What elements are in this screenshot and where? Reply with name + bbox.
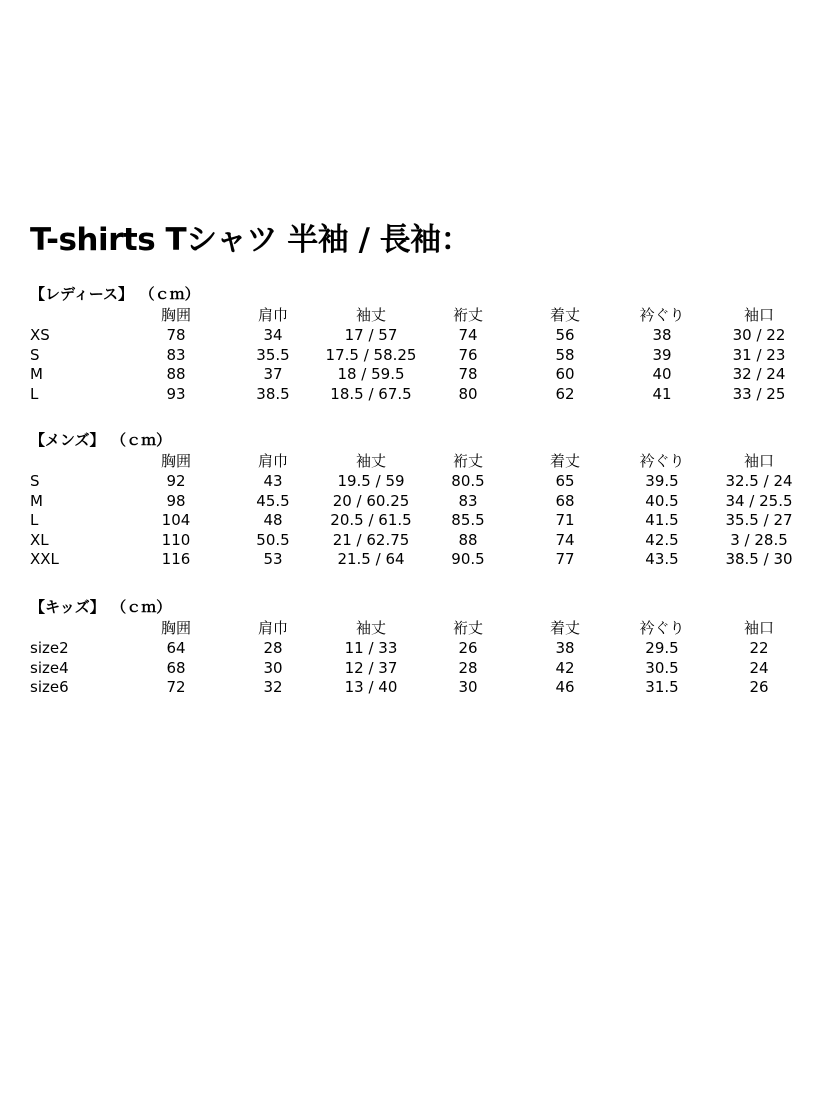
- table-row: [30, 472, 820, 492]
- table-cell: 88: [458, 530, 478, 549]
- column-header: 胸囲: [160, 619, 191, 637]
- table-cell: 48: [263, 511, 283, 530]
- size-label: XL: [30, 530, 49, 549]
- table-cell: 32.5 / 24: [725, 472, 793, 490]
- table-row: [30, 678, 820, 698]
- table-cell: 74: [555, 530, 575, 549]
- column-header: 着丈: [549, 306, 580, 324]
- table-cell: 18 / 59.5: [337, 365, 405, 384]
- table-cell: 39: [652, 345, 672, 364]
- table-cell: 33 / 25: [732, 384, 786, 401]
- table-row: [30, 531, 820, 551]
- table-cell: 17 / 57: [344, 326, 398, 344]
- section-heading: [30, 283, 820, 305]
- table-cell: 92: [166, 472, 186, 490]
- table-cell: 41: [652, 384, 672, 401]
- table-cell: 116: [161, 550, 191, 569]
- table-cell: 20 / 60.25: [332, 491, 410, 510]
- section-title: 【キッズ】: [30, 598, 105, 616]
- table-cell: 26: [749, 678, 769, 697]
- table-cell: 45.5: [256, 491, 290, 510]
- table-cell: 21 / 62.75: [332, 530, 410, 549]
- table-cell: 20.5 / 61.5: [330, 511, 412, 530]
- unit-label: （ｃｍ）: [147, 285, 200, 303]
- table-cell: 29.5: [645, 639, 679, 657]
- column-header: 袖丈: [355, 306, 386, 324]
- table-row: [30, 326, 820, 346]
- column-header-row: [30, 618, 820, 639]
- section-heading: [30, 596, 820, 618]
- column-header: 胸囲: [160, 306, 191, 324]
- table-cell: 62: [555, 384, 575, 401]
- column-header: 肩巾: [257, 452, 288, 470]
- table-row: [30, 492, 820, 512]
- column-header: 着丈: [549, 619, 580, 637]
- page-title: T-shirts Tシャツ 半袖 / 長袖：: [30, 222, 472, 258]
- table-cell: 77: [555, 550, 575, 569]
- size-label: XXL: [30, 550, 59, 569]
- table-cell: 28: [263, 639, 283, 657]
- table-cell: 28: [458, 658, 478, 677]
- table-cell: 19.5 / 59: [337, 472, 405, 490]
- unit-label: （ｃｍ）: [118, 598, 172, 616]
- table-cell: 34 / 25.5: [725, 491, 793, 510]
- table-cell: 56: [555, 326, 575, 344]
- column-header: 袖丈: [355, 619, 386, 637]
- table-cell: 31.5: [645, 678, 679, 697]
- size-table-ladies: [30, 283, 820, 401]
- table-cell: 35.5: [256, 345, 290, 364]
- table-row: [30, 639, 820, 659]
- table-cell: 31 / 23: [732, 345, 786, 364]
- table-cell: 43: [263, 472, 283, 490]
- column-header: 肩巾: [257, 619, 288, 637]
- table-cell: 68: [555, 491, 575, 510]
- table-cell: 40: [652, 365, 672, 384]
- unit-label: （ｃｍ）: [118, 431, 172, 449]
- column-header: 裄丈: [452, 452, 483, 470]
- column-header: 袖口: [743, 619, 774, 637]
- table-cell: 104: [161, 511, 191, 530]
- table-cell: 3 / 28.5: [730, 530, 788, 549]
- size-label: size4: [30, 658, 69, 677]
- size-table-mens: [30, 429, 820, 570]
- table-cell: 80: [458, 384, 478, 401]
- column-header: 裄丈: [452, 619, 483, 637]
- column-header: 裄丈: [452, 306, 483, 324]
- table-cell: 43.5: [645, 550, 679, 569]
- table-row: [30, 346, 820, 366]
- table-cell: 88: [166, 365, 186, 384]
- table-row: [30, 659, 820, 679]
- size-table-kids: [30, 596, 820, 698]
- table-cell: 38.5 / 30: [725, 550, 793, 569]
- table-cell: 21.5 / 64: [337, 550, 405, 569]
- size-label: S: [30, 345, 40, 364]
- table-cell: 65: [555, 472, 575, 490]
- size-label: L: [30, 384, 39, 401]
- table-cell: 38: [555, 639, 575, 657]
- table-cell: 93: [166, 384, 186, 401]
- table-cell: 13 / 40: [344, 678, 398, 697]
- table-cell: 68: [166, 658, 186, 677]
- column-header-row: [30, 451, 820, 472]
- table-cell: 30: [458, 678, 478, 697]
- table-cell: 42: [555, 658, 575, 677]
- section-title: 【メンズ】: [30, 431, 105, 449]
- section-heading: [30, 429, 820, 451]
- table-cell: 98: [166, 491, 186, 510]
- column-header: 肩巾: [257, 306, 288, 324]
- size-label: M: [30, 365, 43, 384]
- table-cell: 40.5: [645, 491, 679, 510]
- table-cell: 83: [458, 491, 478, 510]
- column-header: 衿ぐり: [639, 306, 685, 324]
- table-cell: 78: [166, 326, 186, 344]
- size-label: S: [30, 472, 40, 490]
- table-cell: 34: [263, 326, 283, 344]
- column-header: 着丈: [549, 452, 580, 470]
- table-cell: 64: [166, 639, 186, 657]
- table-cell: 60: [555, 365, 575, 384]
- table-cell: 12 / 37: [344, 658, 398, 677]
- table-cell: 80.5: [451, 472, 485, 490]
- table-cell: 11 / 33: [344, 639, 398, 657]
- table-cell: 30 / 22: [732, 326, 786, 344]
- table-cell: 39.5: [645, 472, 679, 490]
- table-row: [30, 365, 820, 385]
- size-label: size6: [30, 678, 69, 697]
- column-header: 袖口: [743, 452, 774, 470]
- table-cell: 38.5: [256, 384, 290, 401]
- table-cell: 74: [458, 326, 478, 344]
- table-cell: 90.5: [451, 550, 485, 569]
- column-header-row: [30, 305, 820, 326]
- table-row: [30, 511, 820, 531]
- table-cell: 38: [652, 326, 672, 344]
- table-cell: 58: [555, 345, 575, 364]
- column-header: 衿ぐり: [639, 452, 685, 470]
- table-cell: 30.5: [645, 658, 679, 677]
- column-header: 袖口: [743, 306, 774, 324]
- section-title: 【レディース】: [30, 285, 134, 303]
- table-cell: 85.5: [451, 511, 485, 530]
- column-header: 胸囲: [160, 452, 191, 470]
- table-cell: 42.5: [645, 530, 679, 549]
- table-cell: 37: [263, 365, 283, 384]
- column-header: 衿ぐり: [639, 619, 685, 637]
- table-cell: 35.5 / 27: [725, 511, 793, 530]
- table-cell: 30: [263, 658, 283, 677]
- table-cell: 24: [749, 658, 769, 677]
- column-header: 袖丈: [355, 452, 386, 470]
- table-cell: 17.5 / 58.25: [325, 345, 417, 364]
- table-cell: 22: [749, 639, 769, 657]
- size-label: M: [30, 491, 43, 510]
- table-cell: 71: [555, 511, 575, 530]
- size-label: XS: [30, 326, 50, 344]
- table-cell: 72: [166, 678, 186, 697]
- table-cell: 18.5 / 67.5: [330, 384, 412, 401]
- table-cell: 53: [263, 550, 283, 569]
- table-cell: 83: [166, 345, 186, 364]
- table-cell: 32: [263, 678, 283, 697]
- size-label: size2: [30, 639, 69, 657]
- table-cell: 50.5: [256, 530, 290, 549]
- table-cell: 46: [555, 678, 575, 697]
- table-cell: 76: [458, 345, 478, 364]
- table-cell: 26: [458, 639, 478, 657]
- table-row: [30, 385, 820, 401]
- size-label: L: [30, 511, 39, 530]
- table-cell: 110: [161, 530, 191, 549]
- table-row: [30, 550, 820, 570]
- table-cell: 78: [458, 365, 478, 384]
- table-cell: 32 / 24: [732, 365, 786, 384]
- table-cell: 41.5: [645, 511, 679, 530]
